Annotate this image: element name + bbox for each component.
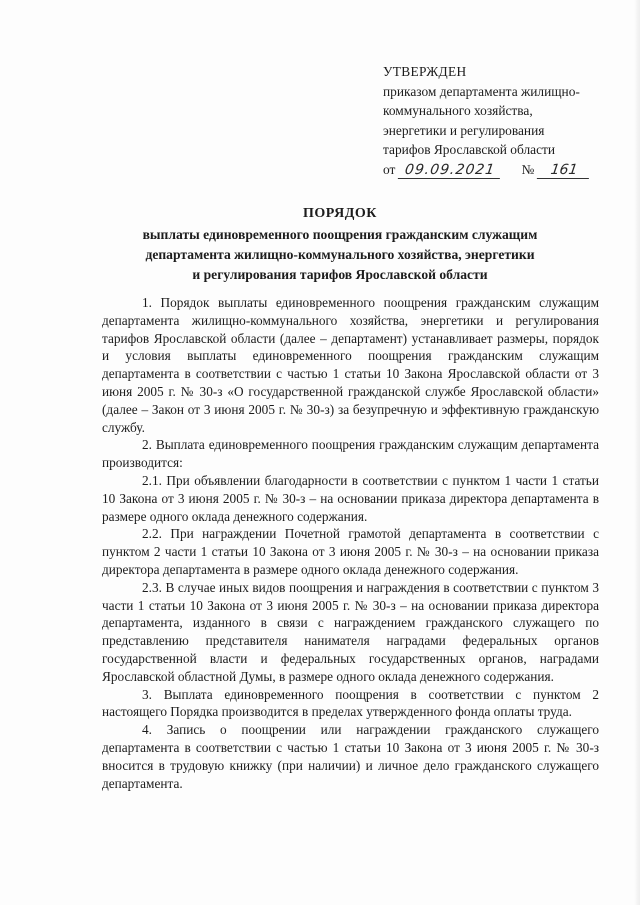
approval-line: энергетики и регулирования xyxy=(383,122,545,138)
approval-line: коммунального хозяйства, xyxy=(383,103,533,118)
paragraph-2-3: 2.3. В случае иных видов поощрения и награждения в соответствии с пунктом 3 части 1 статьи 10 Закона от 3 июня 2005 г. № 30-з – на основании приказа директора департамента, изданного в связи с награждением гражданского служащего по представлению представителя нанимателя наградами федеральных органов государственной власти и федеральных государственных органов, наградами Ярославской областной Думы, в размере одного оклада денежного содержания. xyxy=(102,579,599,684)
approval-line: приказом департамента жилищно- xyxy=(383,83,580,99)
handwritten-date: 09.09.2021 xyxy=(398,162,502,179)
page-edge-shadow xyxy=(634,0,640,905)
number-prefix: № xyxy=(521,161,535,177)
document-title-block xyxy=(110,203,570,285)
paragraph-4: 4. Запись о поощрении или награждении гражданского служащего департамента в соответствии с частью 1 статьи 10 Закона от 3 июня 2005 г. № 30-з вносится в трудовую книжку (при наличии) и личное дело гражданского служащего департамента. xyxy=(102,722,599,791)
paragraph-2: 2. Выплата единовременного поощрения гражданским служащим департамента производится: xyxy=(102,437,599,471)
date-prefix: от xyxy=(383,161,396,177)
approval-line: тарифов Ярославской области xyxy=(383,142,556,157)
document-subtitle-line: выплаты единовременного поощрения гражданским служащим xyxy=(142,227,538,242)
document-title: ПОРЯДОК xyxy=(303,206,377,221)
document-subtitle-line: департамента жилищно-коммунального хозяйства, энергетики xyxy=(145,247,535,262)
approval-heading: УТВЕРЖДЕН xyxy=(383,64,467,79)
document-body xyxy=(102,294,599,792)
paragraph-2-1: 2.1. При объявлении благодарности в соответствии с пунктом 1 части 1 статьи 10 Закона от 3 июня 2005 г. № 30-з – на основании приказа директора департамента в размере одного оклада денежного содержания. xyxy=(102,472,599,524)
approval-block xyxy=(383,62,628,179)
document-subtitle-line: и регулирования тарифов Ярославской области xyxy=(192,267,488,282)
handwritten-number: 161 xyxy=(536,162,590,179)
paragraph-1: 1. Порядок выплаты единовременного поощрения гражданским служащим департамента жилищно-коммунального хозяйства, энергетики и регулирования тарифов Ярославской области (далее – департамент) устанавливает размеры, порядок и условия выплаты единовременного поощрения гражданским служащим департамента в соответствии с частью 1 статьи 10 Закона Ярославской области от 3 июня 2005 г. № 30-з «О государственной гражданской службе Ярославской области» (далее – Закон от 3 июня 2005 г. № 30-з) за безупречную и эффективную гражданскую службу. xyxy=(102,295,599,435)
approval-date-number-row xyxy=(383,160,628,180)
paragraph-3: 3. Выплата единовременного поощрения в соответствии с пунктом 2 настоящего Порядка производится в пределах утвержденного фонда оплаты труда. xyxy=(102,686,599,720)
paragraph-2-2: 2.2. При награждении Почетной грамотой департамента в соответствии с пунктом 2 части 1 статьи 10 Закона от 3 июня 2005 г. № 30-з – на основании приказа директора департамента в размере одного оклада денежного содержания. xyxy=(102,526,599,577)
